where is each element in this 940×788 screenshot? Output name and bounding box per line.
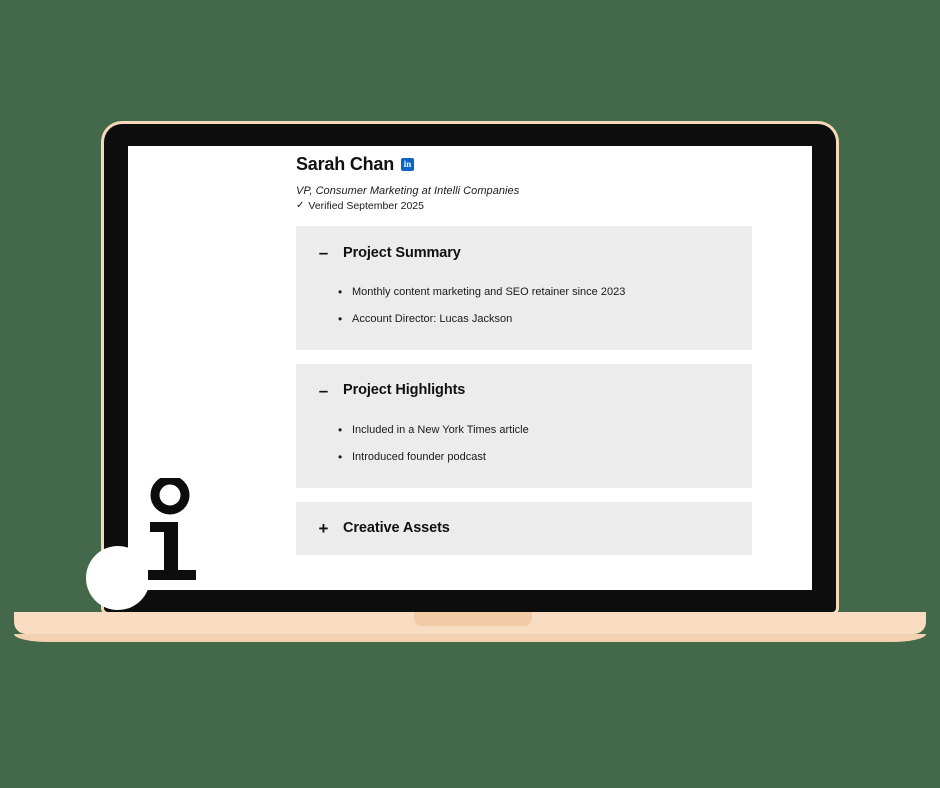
list-item: • Monthly content marketing and SEO retainer since 2023 [352, 285, 730, 301]
linkedin-icon[interactable]: in [401, 158, 414, 171]
section-project-highlights [296, 364, 752, 488]
section-creative-assets [296, 502, 752, 555]
profile-header [296, 154, 752, 175]
section-title: Creative Assets [343, 520, 450, 537]
section-bullets [318, 285, 730, 328]
content-column [296, 154, 752, 569]
check-icon: ✓ [296, 200, 305, 211]
profile-job-title: VP, Consumer Marketing at Intelli Companies [296, 185, 520, 197]
section-header-creative-assets[interactable] [318, 520, 730, 537]
profile-page [128, 146, 812, 590]
verified-status [296, 200, 752, 212]
list-item: • Introduced founder podcast [352, 450, 730, 466]
page-title: Sarah Chan [296, 154, 395, 174]
laptop-lid [104, 124, 836, 612]
laptop-base-lip [14, 634, 926, 642]
laptop-screen [128, 146, 812, 590]
list-item: • Account Director: Lucas Jackson [352, 312, 730, 328]
laptop-notch [414, 612, 532, 626]
section-bullets [318, 423, 730, 466]
section-header-project-highlights[interactable] [318, 382, 730, 399]
section-project-summary [296, 226, 752, 350]
collapse-icon[interactable]: – [318, 243, 329, 262]
section-header-project-summary[interactable] [318, 244, 730, 261]
section-title: Project Highlights [343, 382, 466, 399]
i-logo-icon [140, 478, 210, 588]
collapse-icon[interactable]: – [318, 380, 329, 400]
list-item: • Included in a New York Times article [352, 423, 730, 439]
verified-label: Verified September 2025 [308, 200, 424, 212]
expand-icon[interactable]: + [318, 518, 329, 538]
section-title: Project Summary [343, 244, 461, 261]
